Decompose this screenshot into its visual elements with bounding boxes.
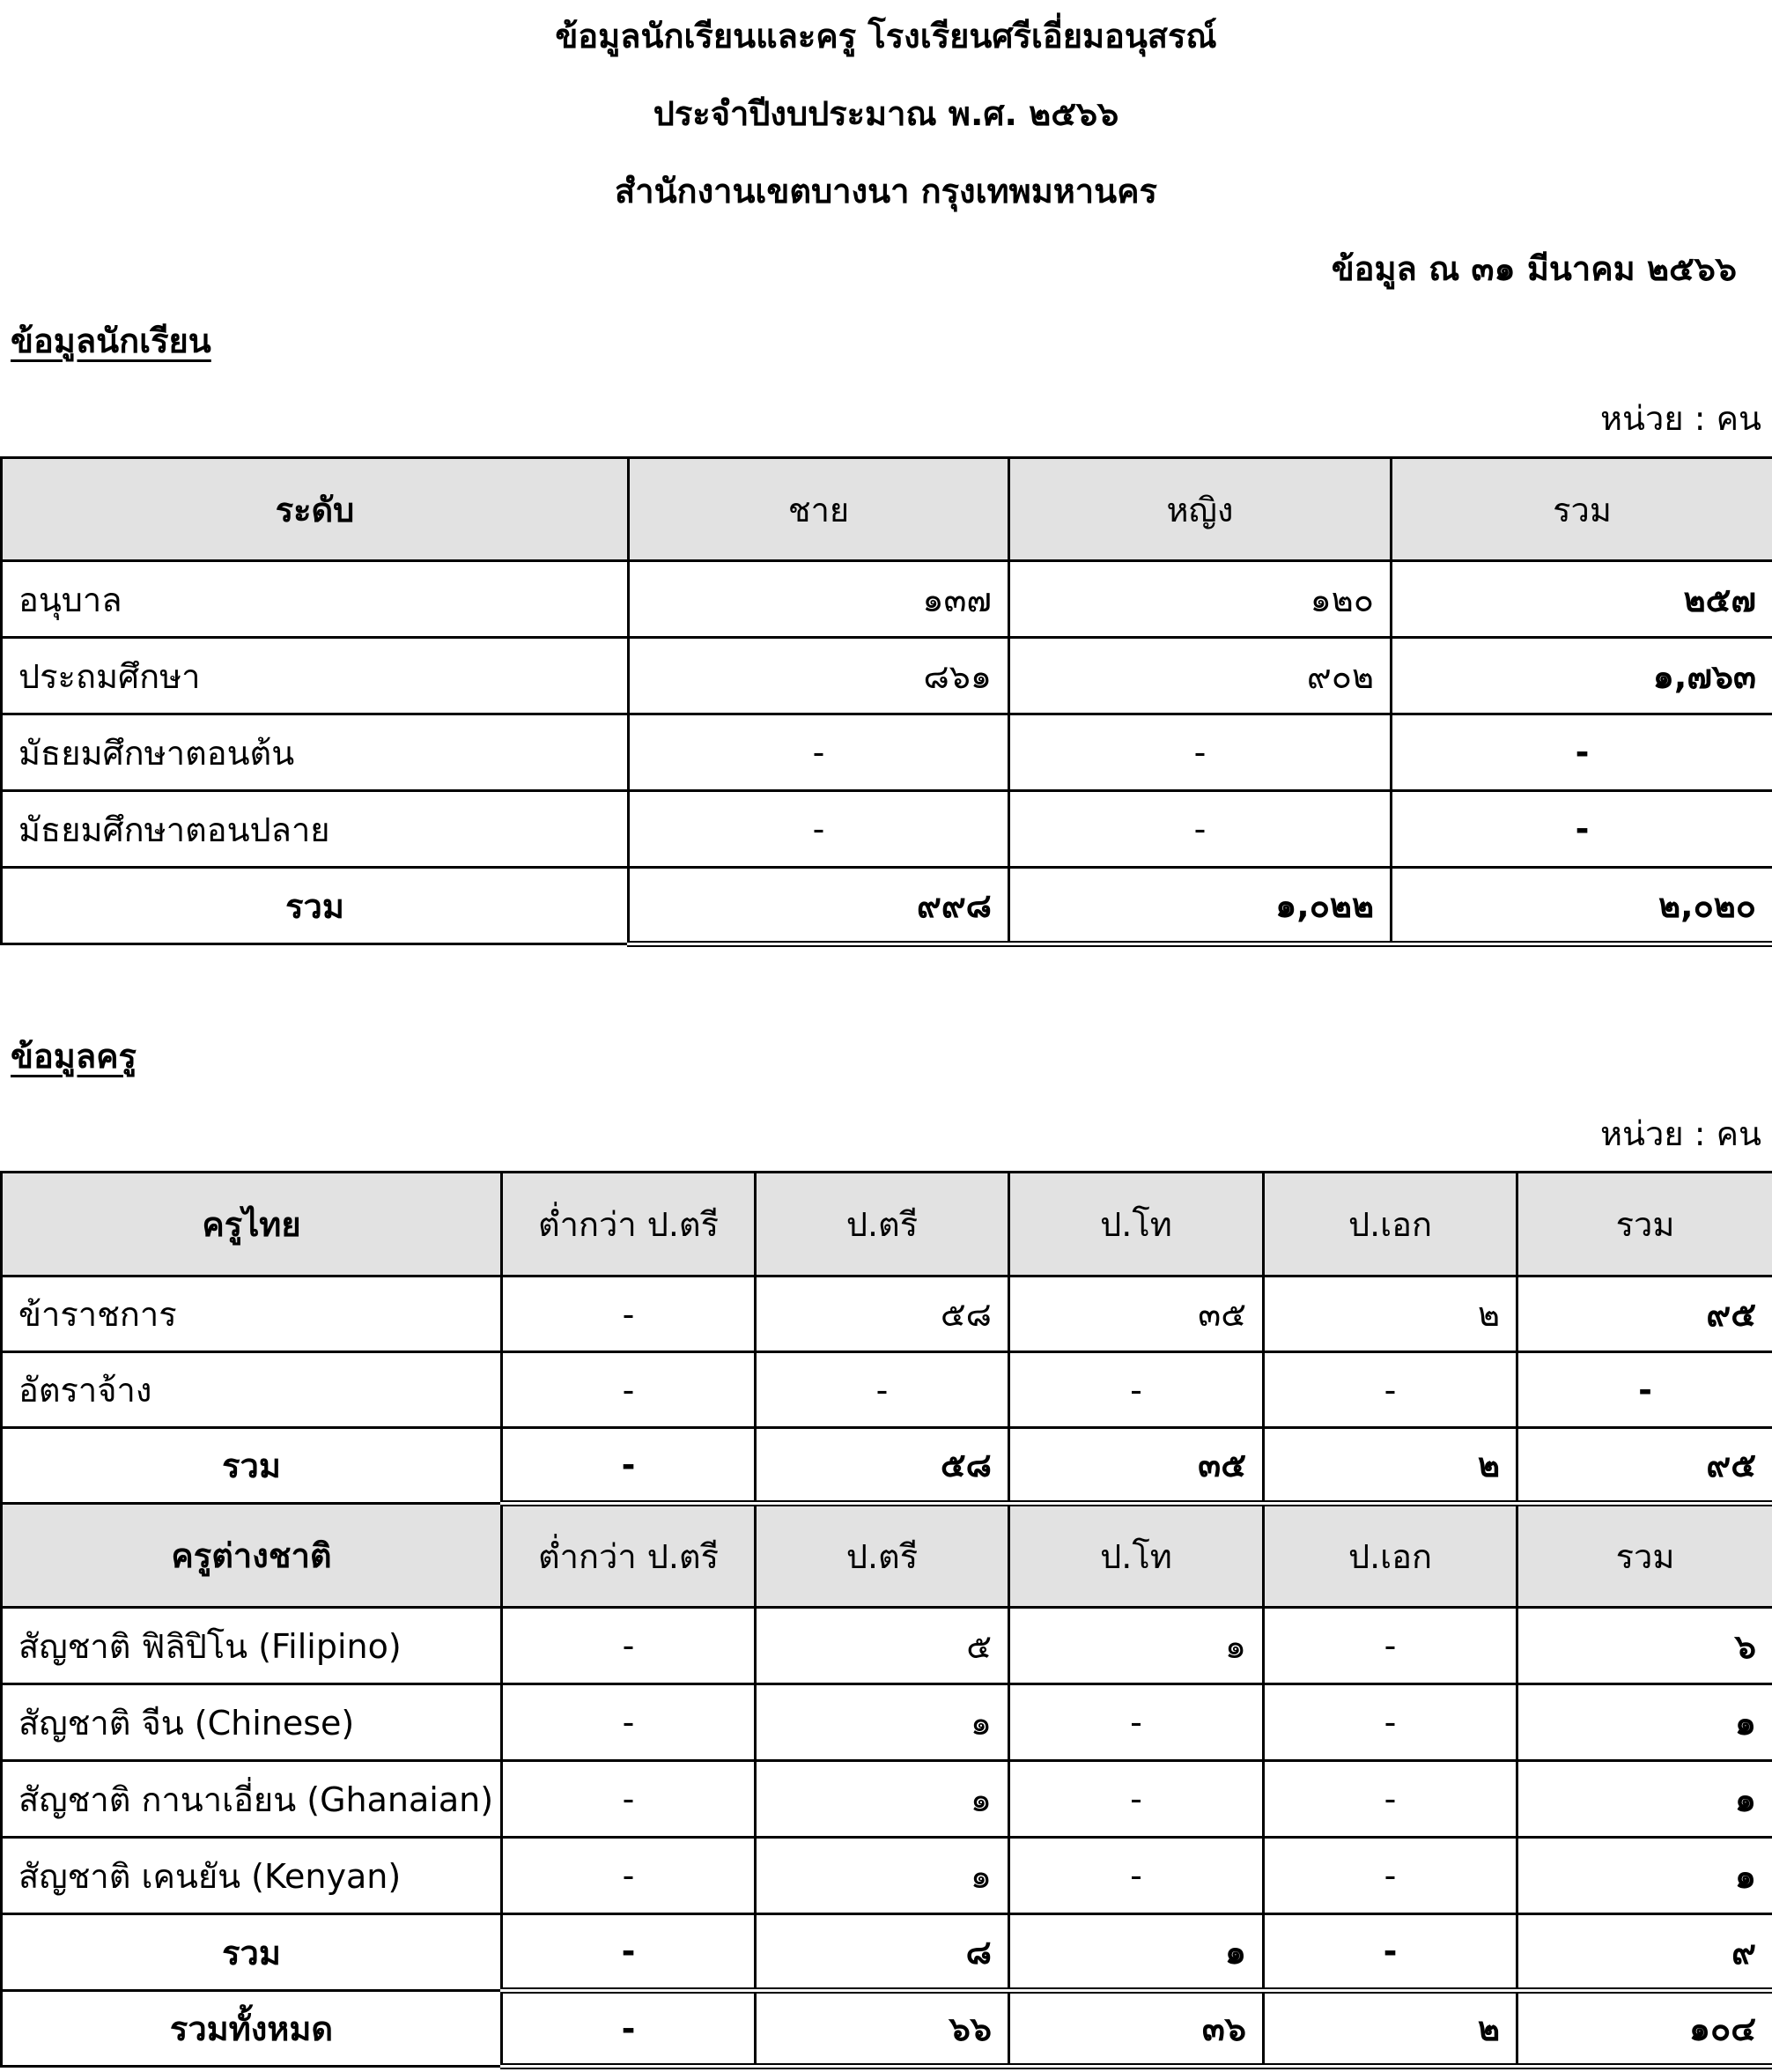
master-count: -: [1009, 1761, 1264, 1838]
column-header-total: รวม: [1517, 1173, 1772, 1276]
students-total-row: [2, 868, 1772, 944]
column-header-bachelor: ป.ตรี: [756, 1504, 1009, 1608]
male-count: -: [629, 791, 1009, 868]
below-bachelor-grand-total: -: [502, 1991, 756, 2067]
nationality-label: สัญชาติ เคนยัน (Kenyan): [2, 1838, 502, 1914]
row-total: -: [1392, 791, 1772, 868]
master-count: -: [1009, 1838, 1264, 1914]
below-bachelor-count: -: [502, 1352, 756, 1428]
foreign-teachers-header-row: [2, 1504, 1772, 1608]
master-count: ๑: [1009, 1608, 1264, 1684]
bachelor-count: -: [756, 1352, 1009, 1428]
row-total: ๒๕๗: [1392, 561, 1772, 638]
male-count: ๑๓๗: [629, 561, 1009, 638]
fiscal-year-subtitle: ประจำปีงบประมาณ พ.ศ. ๒๕๖๖: [653, 94, 1119, 133]
doctorate-total: ๒: [1264, 1428, 1517, 1504]
as-of-date: ข้อมูล ณ ๓๑ มีนาคม ๒๕๖๖: [1331, 249, 1737, 288]
doctorate-count: -: [1264, 1352, 1517, 1428]
column-header-male: ชาย: [629, 458, 1009, 561]
students-table: [0, 456, 1772, 947]
bachelor-count: ๑: [756, 1684, 1009, 1761]
column-header-doctorate: ป.เอก: [1264, 1504, 1517, 1608]
bachelor-count: ๕๘: [756, 1276, 1009, 1352]
row-total: -: [1392, 714, 1772, 791]
table-row: [2, 1838, 1772, 1914]
nationality-label: สัญชาติ ฟิลิปิโน (Filipino): [2, 1608, 502, 1684]
column-header-doctorate: ป.เอก: [1264, 1173, 1517, 1276]
bachelor-total: ๕๘: [756, 1428, 1009, 1504]
doctorate-count: -: [1264, 1608, 1517, 1684]
table-row: [2, 638, 1772, 714]
doctorate-grand-total: ๒: [1264, 1991, 1517, 2067]
below-bachelor-count: -: [502, 1608, 756, 1684]
table-row: [2, 1761, 1772, 1838]
thai-teachers-total-row: [2, 1428, 1772, 1504]
row-total: ๑: [1517, 1838, 1772, 1914]
level-label: มัธยมศึกษาตอนปลาย: [2, 791, 629, 868]
female-count: -: [1009, 791, 1392, 868]
female-count: -: [1009, 714, 1392, 791]
male-count: ๘๖๑: [629, 638, 1009, 714]
male-total: ๙๙๘: [629, 868, 1009, 944]
row-total: ๑,๗๖๓: [1392, 638, 1772, 714]
bachelor-count: ๑: [756, 1761, 1009, 1838]
doctorate-count: -: [1264, 1761, 1517, 1838]
table-row: [2, 1684, 1772, 1761]
district-subtitle: สำนักงานเขตบางนา กรุงเทพมหานคร: [615, 172, 1157, 211]
thai-teachers-header-row: [2, 1173, 1772, 1276]
grand-total: ๒,๐๒๐: [1392, 868, 1772, 944]
nationality-label: สัญชาติ จีน (Chinese): [2, 1684, 502, 1761]
row-total: ๑: [1517, 1761, 1772, 1838]
table-row: [2, 1608, 1772, 1684]
teachers-unit-label: หน่วย : คน: [1600, 1114, 1761, 1153]
total-label: รวม: [2, 1428, 502, 1504]
female-total: ๑,๐๒๒: [1009, 868, 1392, 944]
teachers-heading: ข้อมูลครู: [11, 1037, 137, 1076]
teacher-type-label: อัตราจ้าง: [2, 1352, 502, 1428]
below-bachelor-count: -: [502, 1761, 756, 1838]
all-teachers-total-row: [2, 1991, 1772, 2067]
column-header-thai-teachers: ครูไทย: [2, 1173, 502, 1276]
master-total: ๓๕: [1009, 1428, 1264, 1504]
master-total: ๑: [1009, 1914, 1264, 1991]
master-count: -: [1009, 1352, 1264, 1428]
doctorate-count: -: [1264, 1684, 1517, 1761]
female-count: ๙๐๒: [1009, 638, 1392, 714]
students-header-row: [2, 458, 1772, 561]
level-label: มัธยมศึกษาตอนต้น: [2, 714, 629, 791]
table-row: [2, 791, 1772, 868]
teacher-type-label: ข้าราชการ: [2, 1276, 502, 1352]
level-label: ประถมศึกษา: [2, 638, 629, 714]
level-label: อนุบาล: [2, 561, 629, 638]
below-bachelor-total: -: [502, 1428, 756, 1504]
total-label: รวม: [2, 1914, 502, 1991]
row-total: ๙๕: [1517, 1276, 1772, 1352]
below-bachelor-count: -: [502, 1838, 756, 1914]
table-row: [2, 561, 1772, 638]
column-header-below-bachelor: ต่ำกว่า ป.ตรี: [502, 1173, 756, 1276]
table-row: [2, 1352, 1772, 1428]
doctorate-total: -: [1264, 1914, 1517, 1991]
nationality-label: สัญชาติ กานาเอี่ยน (Ghanaian): [2, 1761, 502, 1838]
column-header-total: รวม: [1517, 1504, 1772, 1608]
row-total: -: [1517, 1352, 1772, 1428]
table-row: [2, 714, 1772, 791]
overall-grand-total: ๑๐๔: [1517, 1991, 1772, 2067]
female-count: ๑๒๐: [1009, 561, 1392, 638]
master-grand-total: ๓๖: [1009, 1991, 1264, 2067]
students-heading: ข้อมูลนักเรียน: [11, 322, 211, 360]
bachelor-count: ๕: [756, 1608, 1009, 1684]
doctorate-count: -: [1264, 1838, 1517, 1914]
foreign-teachers-total-row: [2, 1914, 1772, 1991]
column-header-below-bachelor: ต่ำกว่า ป.ตรี: [502, 1504, 756, 1608]
master-count: -: [1009, 1684, 1264, 1761]
total-label: รวม: [2, 868, 629, 944]
grand-total: ๙๕: [1517, 1428, 1772, 1504]
column-header-level: ระดับ: [2, 458, 629, 561]
bachelor-grand-total: ๖๖: [756, 1991, 1009, 2067]
bachelor-total: ๘: [756, 1914, 1009, 1991]
teachers-table: [0, 1171, 1772, 2069]
column-header-total: รวม: [1392, 458, 1772, 561]
male-count: -: [629, 714, 1009, 791]
column-header-master: ป.โท: [1009, 1173, 1264, 1276]
doctorate-count: ๒: [1264, 1276, 1517, 1352]
column-header-bachelor: ป.ตรี: [756, 1173, 1009, 1276]
students-unit-label: หน่วย : คน: [1600, 399, 1761, 438]
grand-total-label: รวมทั้งหมด: [2, 1991, 502, 2067]
below-bachelor-count: -: [502, 1684, 756, 1761]
column-header-foreign-teachers: ครูต่างชาติ: [2, 1504, 502, 1608]
grand-total: ๙: [1517, 1914, 1772, 1991]
below-bachelor-count: -: [502, 1276, 756, 1352]
table-row: [2, 1276, 1772, 1352]
bachelor-count: ๑: [756, 1838, 1009, 1914]
master-count: ๓๕: [1009, 1276, 1264, 1352]
column-header-master: ป.โท: [1009, 1504, 1264, 1608]
below-bachelor-total: -: [502, 1914, 756, 1991]
column-header-female: หญิง: [1009, 458, 1392, 561]
row-total: ๑: [1517, 1684, 1772, 1761]
row-total: ๖: [1517, 1608, 1772, 1684]
document-title: ข้อมูลนักเรียนและครู โรงเรียนศรีเอี่ยมอนุสรณ์: [555, 17, 1217, 56]
